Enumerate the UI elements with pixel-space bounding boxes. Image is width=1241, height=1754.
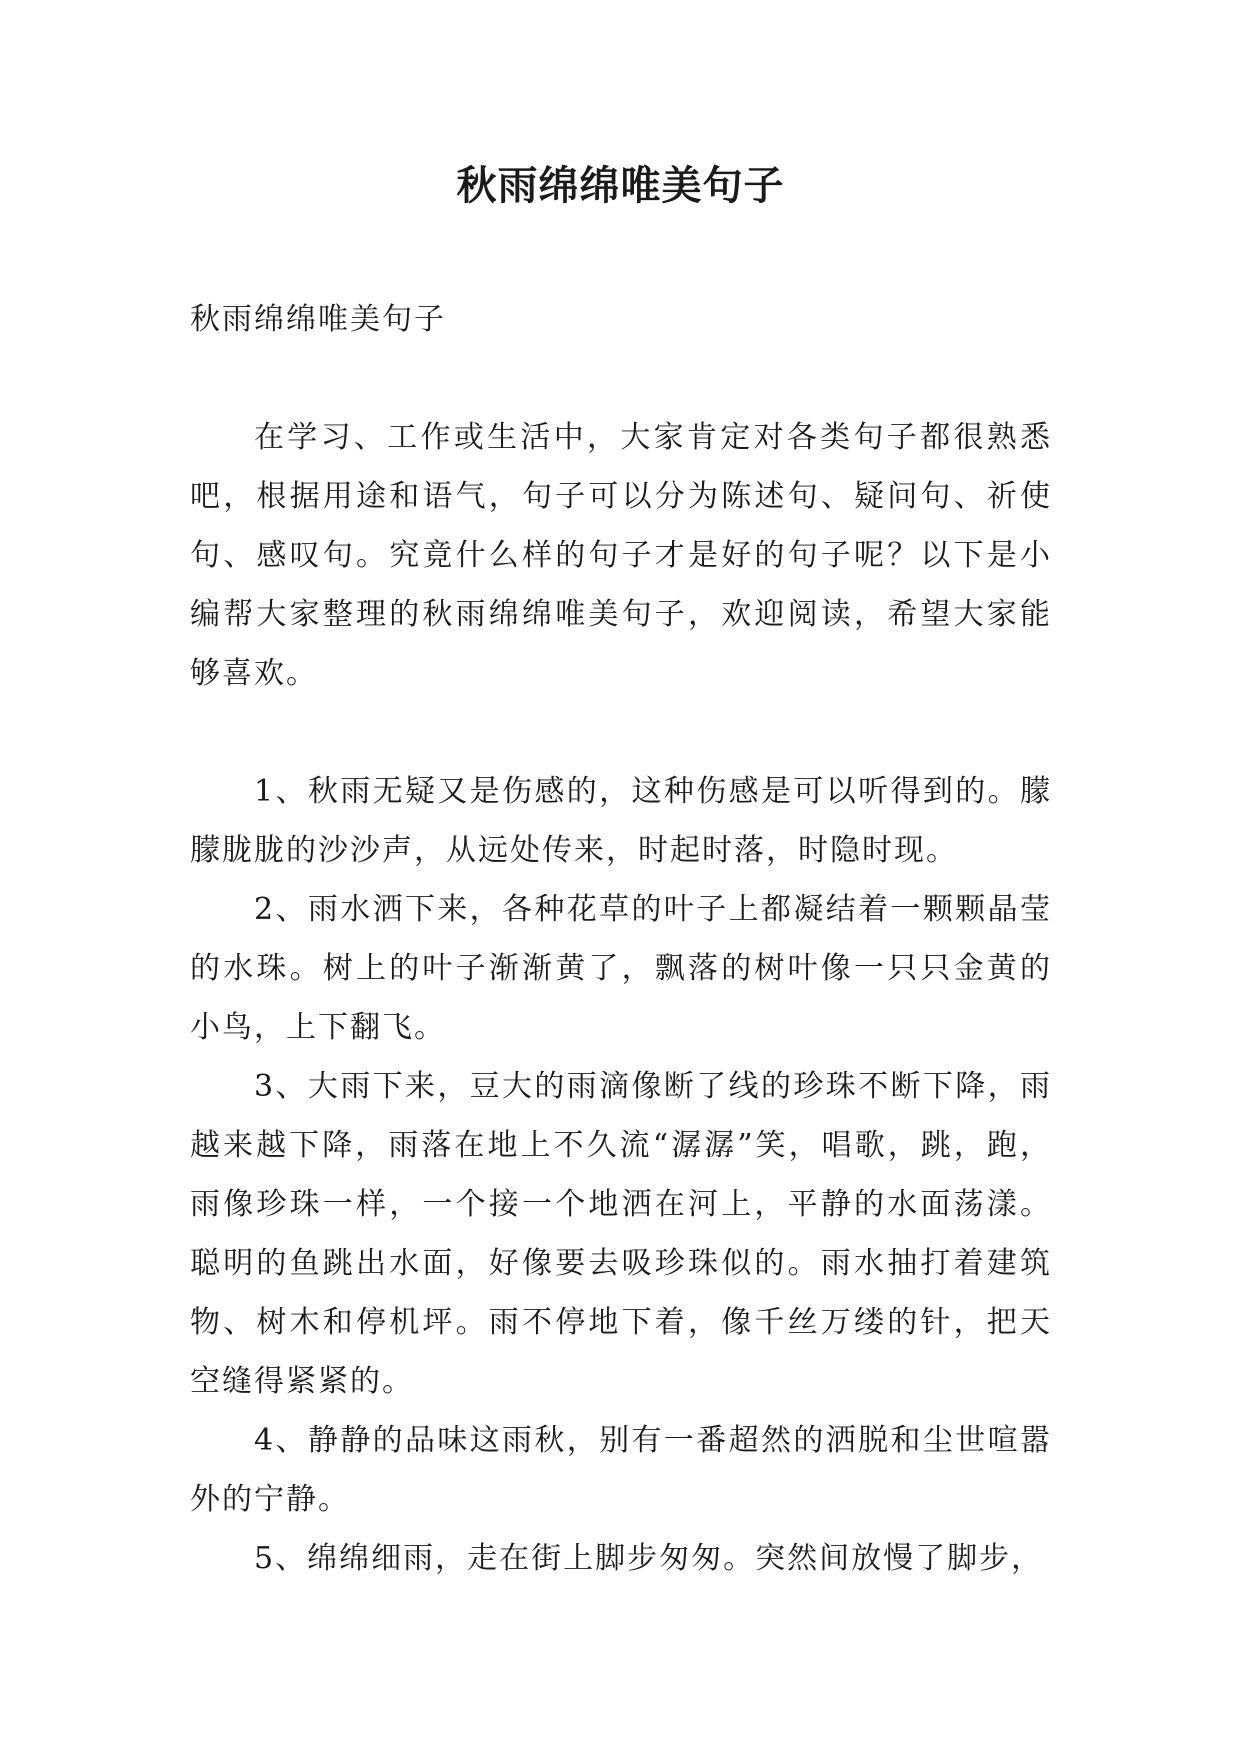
sentence-item-1: 1、秋雨无疑又是伤感的，这种伤感是可以听得到的。朦朦胧胧的沙沙声，从远处传来，时起时落，时隐时现。 <box>190 774 1052 868</box>
document-subtitle: 秋雨绵绵唯美句子 <box>190 302 446 337</box>
sentence-item-4: 4、静静的品味这雨秋，别有一番超然的洒脱和尘世喧嚣外的宁静。 <box>190 1423 1052 1517</box>
sentence-item-2: 2、雨水洒下来，各种花草的叶子上都凝结着一颗颗晶莹的水珠。树上的叶子渐渐黄了，飘落的树叶像一只只金黄的小鸟，上下翻飞。 <box>190 892 1052 1045</box>
document-body <box>190 290 1052 1588</box>
intro-paragraph: 在学习、工作或生活中，大家肯定对各类句子都很熟悉吧，根据用途和语气，句子可以分为陈述句、疑问句、祈使句、感叹句。究竟什么样的句子才是好的句子呢？以下是小编帮大家整理的秋雨绵绵唯美句子，欢迎阅读，希望大家能够喜欢。 <box>190 420 1052 691</box>
sentence-item-5: 5、绵绵细雨，走在街上脚步匆匆。突然间放慢了脚步， <box>254 1541 1044 1576</box>
document-title: 秋雨绵绵唯美句子 <box>456 163 785 209</box>
sentence-item-3: 3、大雨下来，豆大的雨滴像断了线的珍珠不断下降，雨越来越下降，雨落在地上不久流“潺潺”笑，唱歌，跳，跑，雨像珍珠一样，一个接一个地洒在河上，平静的水面荡漾。聪明的鱼跳出水面，好像要去吸珍珠似的。雨水抽打着建筑物、树木和停机坪。雨不停地下着，像千丝万缕的针，把天空缝得紧紧的。 <box>190 1069 1052 1399</box>
